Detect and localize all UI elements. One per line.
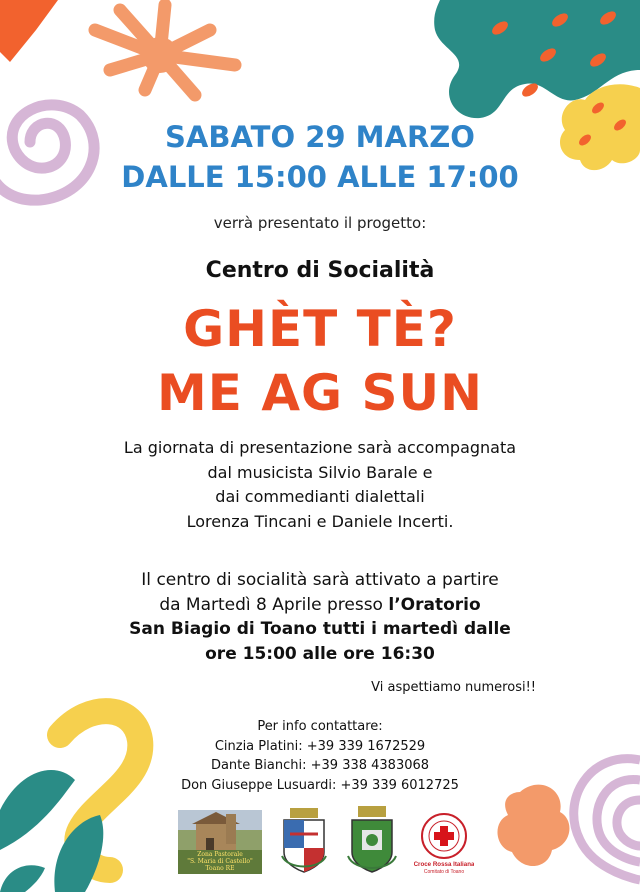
contact-item: Don Giuseppe Lusuardi: +39 339 6012725	[181, 777, 459, 793]
event-date: SABATO 29 MARZO	[165, 120, 475, 154]
parish-photo-text-3: Toano RE	[205, 865, 235, 872]
bottom-right-peach-shape	[497, 785, 569, 866]
contacts-block	[0, 717, 640, 795]
description-line: dal musicista Silvio Barale e	[207, 462, 433, 482]
project-subtitle: Centro di Socialità	[205, 258, 435, 283]
activation-line: Il centro di socialità sarà attivato a partire	[141, 570, 499, 590]
municipal-crest-2	[346, 806, 398, 876]
activation-line: ore 15:00 alle ore 16:30	[205, 643, 435, 664]
activation-line-plain: da Martedì 8 Aprile presso	[159, 594, 389, 615]
oratorio-name: l’Oratorio	[388, 594, 481, 615]
activation-line: San Biagio di Toano tutti i martedì dalle	[129, 619, 511, 639]
bottom-left-teal-leaf-3	[0, 865, 45, 892]
contact-item: Dante Bianchi: +39 338 4383068	[210, 758, 430, 773]
parish-photo-text-1: Zona Pastorale	[197, 851, 243, 858]
parish-photo-logo	[178, 810, 262, 874]
municipal-crest-1	[280, 808, 328, 876]
contacts-heading: Per info contattare:	[257, 719, 383, 734]
red-cross-logo	[414, 812, 474, 874]
red-cross-sub: Comitato di Toano	[423, 869, 465, 874]
top-left-orange-shape	[0, 0, 58, 62]
project-title-line-2: ME AG SUN	[157, 364, 483, 422]
description-line: dai commedianti dialettali	[215, 487, 425, 506]
red-cross-name: Croce Rossa Italiana	[414, 861, 474, 868]
event-time: DALLE 15:00 ALLE 17:00	[121, 160, 519, 194]
closing-note: Vi aspettiamo numerosi!!	[371, 680, 536, 695]
project-title-line-1: GHÈT TÈ?	[183, 300, 457, 358]
description-line: Lorenza Tincani e Daniele Incerti.	[186, 511, 454, 531]
description-line: La giornata di presentazione sarà accompagnata	[123, 438, 517, 457]
activation-block	[0, 568, 640, 666]
intro-text: verrà presentato il progetto:	[213, 214, 427, 232]
parish-photo-text-2: "S. Maria di Castello"	[187, 858, 253, 865]
contact-item: Cinzia Platini: +39 339 1672529	[214, 738, 426, 754]
activation-line	[0, 593, 640, 618]
description-block	[0, 436, 640, 534]
